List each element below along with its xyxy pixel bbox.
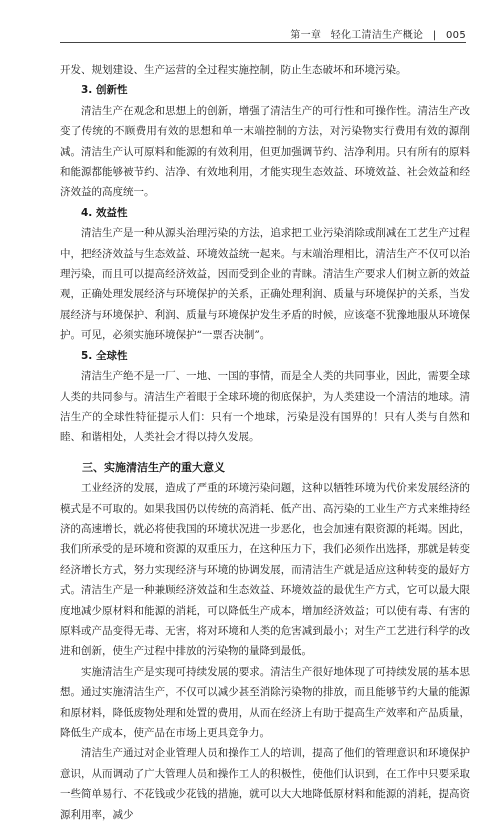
- paragraph-significance-3: 清洁生产通过对企业管理人员和操作工人的培训，提高了他们的管理意识和环境保护意识，从而调动了广大管理人员和操作工人的积极性，使他们认识到，在工作中只要采取一些简单易行、不花钱或少花钱的措施，就可以大大地降低原材料和能源的消耗，提高资源利用率，减少: [60, 747, 470, 821]
- paragraph-innovation: 清洁生产在观念和思想上的创新，增强了清洁生产的可行性和可操作性。清洁生产改变了传统的不顾费用有效的思想和单一末端控制的方法，对污染物实行费用有效的源削减。清洁生产认可原料和能源的有效利用，但更加强调节约、洁净利用。只有所有的原料和能源都能够被节约、洁净、有效地利用，才能实现生态效益、环境效益、社会效益和经济效益的高度统一。: [60, 104, 470, 199]
- header-title: 轻化工清洁生产概论: [330, 30, 424, 41]
- paragraph-benefit: 清洁生产是一种从源头治理污染的方法，追求把工业污染消除或削减在工艺生产过程中，把经济效益与生态效益、环境效益统一起来。与末端治理相比，清洁生产不仅可以治理污染，而且可以提高经济效益，因而受到企业的青睐。清洁生产要求人们树立新的效益观，正确处理发展经济与环境保护的关系，正确处理利润、质量与环境保护的关系，当发展经济与环境保护、利润、质量与环境保护发生矛盾的时候，应该毫不犹豫地服从环境保护。可见，必须实施环境保护“一票否决制”。: [60, 227, 470, 342]
- subheading-benefit: 4. 效益性: [81, 206, 128, 219]
- header-page-number: 005: [446, 30, 466, 41]
- running-header: [0, 0, 500, 52]
- header-text: [284, 26, 466, 41]
- header-chapter: 第一章: [290, 30, 322, 41]
- paragraph-global: 清洁生产绝不是一厂、一地、一国的事情，而是全人类的共同事业，因此，需要全球人类的共同参与。清洁生产着眼于全球环境的彻底保护，为人类建设一个清洁的地球。清洁生产的全球性特征提示人们：只有一个地球，污染是没有国界的！只有人类与自然和睦、和谐相处，人类社会才得以持久发展。: [60, 370, 470, 444]
- paragraph-significance-1: 工业经济的发展，造成了严重的环境污染问题，这种以牺牲环境为代价来发展经济的模式是不可取的。如果我国仍以传统的高消耗、低产出、高污染的工业生产方式来维持经济的高速增长，就必将使我国的环境状况进一步恶化，也会加速有限资源的耗竭。因此，我们所承受的是环境和资源的双重压力，在这种压力下，我们必须作出选择，那就是转变经济增长方式，努力实现经济与环境的协调发展，而清洁生产就是适应这种转变的最好方式。清洁生产是一种兼顾经济效益和生态效益、环境效益的最优生产方式，它可以最大限度地减少原材料和能源的消耗，可以降低生产成本，增加经济效益；可以使有毒、有害的原料或产品变得无毒、无害，将对环境和人类的危害减到最小；对生产工艺进行科学的改进和创新，使生产过程中排放的污染物的量降到最低。: [60, 482, 470, 658]
- header-separator: |: [432, 30, 437, 41]
- subheading-innovation: 3. 创新性: [81, 84, 128, 97]
- page-body: [60, 60, 470, 825]
- paragraph-opening: 开发、规划建设、生产运营的全过程实施控制，防止生态破坏和环境污染。: [60, 64, 407, 76]
- section-heading: 三、实施清洁生产的重大意义: [82, 460, 225, 474]
- header-rule: [60, 42, 466, 43]
- subheading-global: 5. 全球性: [81, 349, 128, 362]
- paragraph-significance-2: 实施清洁生产是实现可持续发展的要求。清洁生产很好地体现了可持续发展的基本思想。通过实施清洁生产，不仅可以减少甚至消除污染物的排放，而且能够节约大量的能源和原材料，降低废物处理和处置的费用，从而在经济上有助于提高生产效率和产品质量，降低生产成本，使产品在市场上更具竞争力。: [60, 665, 470, 739]
